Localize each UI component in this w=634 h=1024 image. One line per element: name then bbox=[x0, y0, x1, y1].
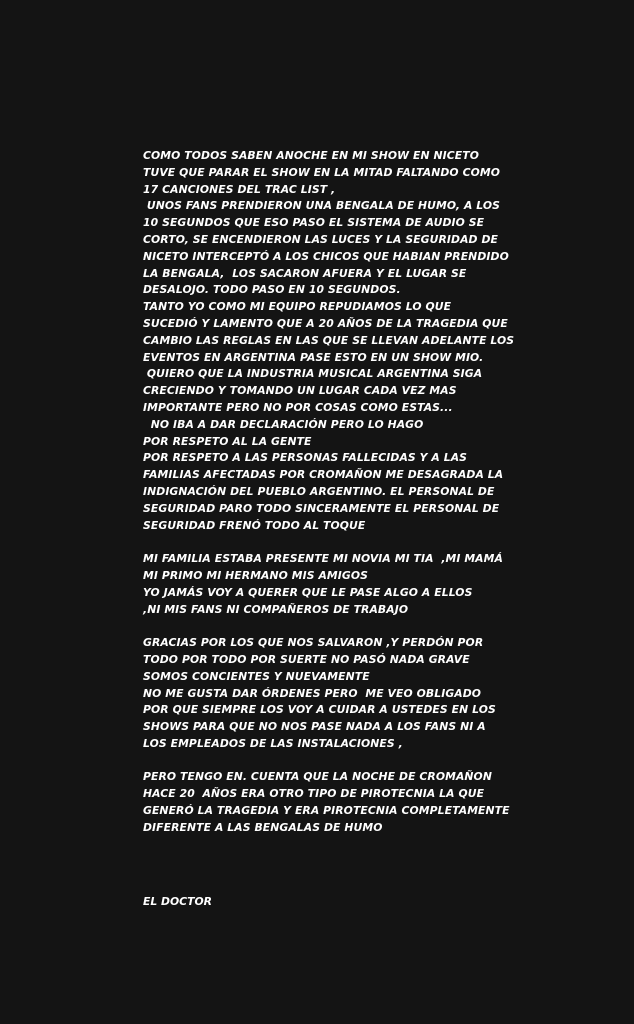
statement-line: SEGURIDAD PARO TODO SINCERAMENTE EL PERSONAL DE bbox=[143, 501, 500, 515]
statement-line: POR RESPETO A LAS PERSONAS FALLECIDAS Y A LAS bbox=[143, 451, 468, 465]
statement-line: ,NI MIS FANS NI COMPAÑEROS DE TRABAJO bbox=[143, 602, 409, 616]
statement-line: CAMBIO LAS REGLAS EN LAS QUE SE LLEVAN ADELANTE LOS bbox=[143, 333, 515, 347]
signature: EL DOCTOR bbox=[143, 895, 212, 908]
paragraph-gap bbox=[143, 753, 603, 770]
statement-line: GRACIAS POR LOS QUE NOS SALVARON ,Y PERDÓN POR bbox=[143, 636, 484, 650]
statement-line: NICETO INTERCEPTÓ A LOS CHICOS QUE HABIAN PRENDIDO bbox=[143, 249, 509, 263]
statement-line: NO IBA A DAR DECLARACIÓN PERO LO HAGO bbox=[143, 417, 424, 431]
statement-line: DESALOJO. TODO PASO EN 10 SEGUNDOS. bbox=[143, 283, 401, 297]
statement-line: NO ME GUSTA DAR ÓRDENES PERO ME VEO OBLIGADO bbox=[143, 686, 482, 700]
statement-line: SHOWS PARA QUE NO NOS PASE NADA A LOS FANS NI A bbox=[143, 720, 486, 734]
statement-line: EVENTOS EN ARGENTINA PASE ESTO EN UN SHOW MIO. bbox=[143, 350, 484, 364]
statement-line: TUVE QUE PARAR EL SHOW EN LA MITAD FALTANDO COMO bbox=[143, 165, 500, 179]
statement-line: MI FAMILIA ESTABA PRESENTE MI NOVIA MI TIA ,MI MAMÁ bbox=[143, 552, 503, 566]
statement-line: MI PRIMO MI HERMANO MIS AMIGOS bbox=[143, 568, 368, 582]
statement-line: POR RESPETO AL LA GENTE bbox=[143, 434, 312, 448]
statement-line: 10 SEGUNDOS QUE ESO PASO EL SISTEMA DE AUDIO SE bbox=[143, 216, 485, 230]
statement-line: DIFERENTE A LAS BENGALAS DE HUMO bbox=[143, 820, 383, 834]
statement-line: CRECIENDO Y TOMANDO UN LUGAR CADA VEZ MAS bbox=[143, 384, 457, 398]
statement-line: TODO POR TODO POR SUERTE NO PASÓ NADA GRAVE bbox=[143, 652, 470, 666]
statement-line: POR QUE SIEMPRE LOS VOY A CUIDAR A USTEDES EN LOS bbox=[143, 703, 496, 717]
statement-line: SOMOS CONCIENTES Y NUEVAMENTE bbox=[143, 669, 370, 683]
statement-line: PERO TENGO EN. CUENTA QUE LA NOCHE DE CROMAÑON bbox=[143, 770, 492, 784]
statement-line: LOS EMPLEADOS DE LAS INSTALACIONES , bbox=[143, 736, 403, 750]
statement-line: SEGURIDAD FRENÓ TODO AL TOQUE bbox=[143, 518, 366, 532]
statement-line: FAMILIAS AFECTADAS POR CROMAÑON ME DESAGRADA LA bbox=[143, 468, 504, 482]
paragraph-gap bbox=[143, 618, 603, 635]
statement-line: 17 CANCIONES DEL TRAC LIST , bbox=[143, 182, 336, 196]
statement-line: GENERÓ LA TRAGEDIA Y ERA PIROTECNIA COMPLETAMENTE bbox=[143, 804, 510, 818]
statement-line: IMPORTANTE PERO NO POR COSAS COMO ESTAS... bbox=[143, 400, 453, 414]
paragraph-gap bbox=[143, 534, 603, 551]
story-text-block bbox=[143, 148, 603, 837]
statement-line: TANTO YO COMO MI EQUIPO REPUDIAMOS LO QUE bbox=[143, 300, 452, 314]
statement-line: HACE 20 AÑOS ERA OTRO TIPO DE PIROTECNIA LA QUE bbox=[143, 787, 485, 801]
statement-line: COMO TODOS SABEN ANOCHE EN MI SHOW EN NICETO bbox=[143, 149, 480, 162]
statement-line: SUCEDIÓ Y LAMENTO QUE A 20 AÑOS DE LA TRAGEDIA QUE bbox=[143, 316, 508, 330]
statement-line: UNOS FANS PRENDIERON UNA BENGALA DE HUMO, A LOS bbox=[143, 199, 501, 213]
statement-line: LA BENGALA, LOS SACARON AFUERA Y EL LUGAR SE bbox=[143, 266, 467, 280]
statement-line: YO JAMÁS VOY A QUERER QUE LE PASE ALGO A ELLOS bbox=[143, 585, 473, 599]
statement-line: QUIERO QUE LA INDUSTRIA MUSICAL ARGENTINA SIGA bbox=[143, 367, 483, 381]
statement-line: INDIGNACIÓN DEL PUEBLO ARGENTINO. EL PERSONAL DE bbox=[143, 484, 495, 498]
statement-line: CORTO, SE ENCENDIERON LAS LUCES Y LA SEGURIDAD DE bbox=[143, 232, 499, 246]
